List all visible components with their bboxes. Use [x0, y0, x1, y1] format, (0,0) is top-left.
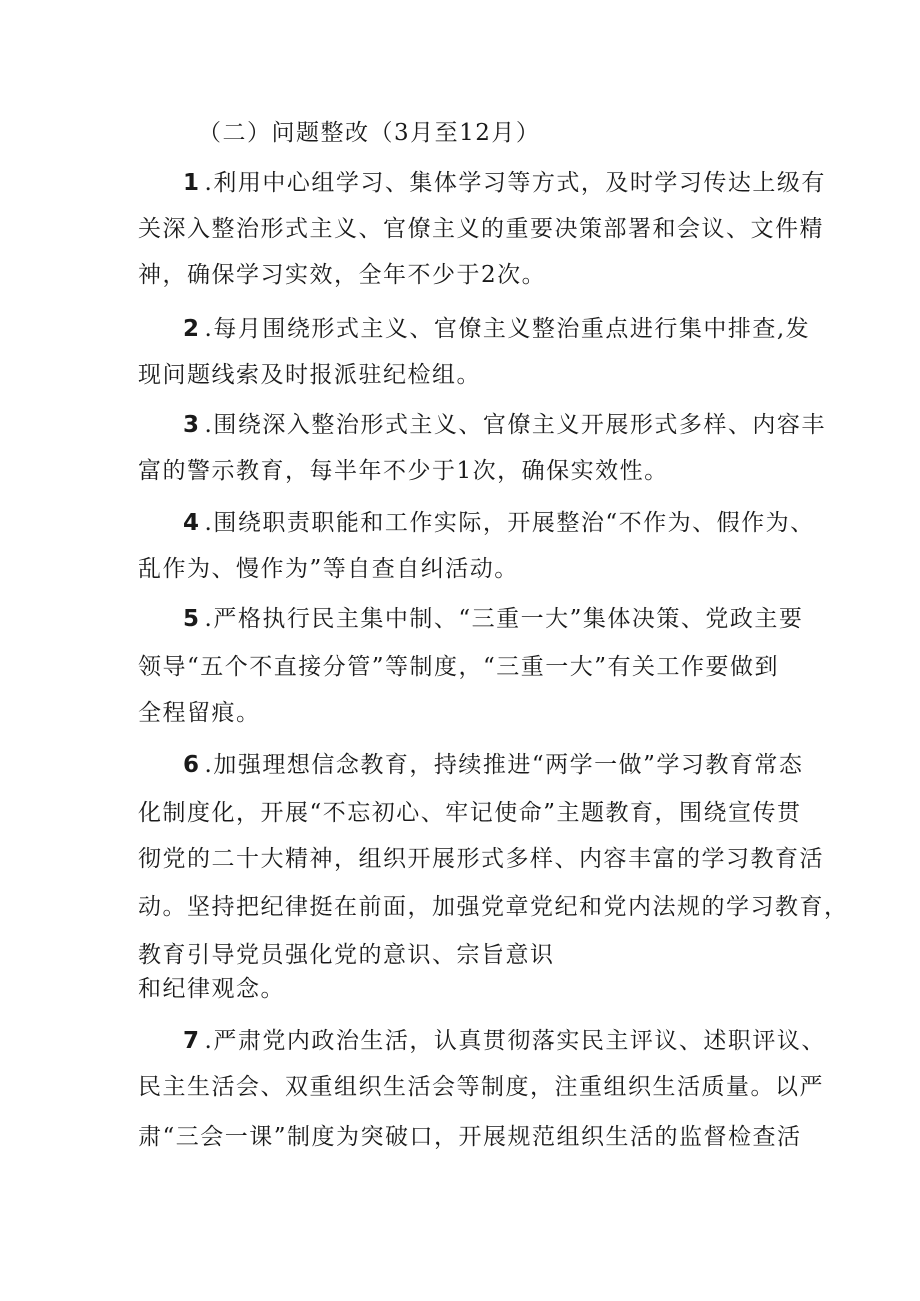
item-1-line-3: 神，确保学习实效，全年不少于2次。	[138, 262, 547, 288]
item-6-line-4: 动。坚持把纪律挺在前面，加强党章党纪和党内法规的学习教育，	[138, 894, 849, 920]
item-text: .围绕深入整治形式主义、官僚主义开展形式多样、内容丰	[204, 412, 826, 438]
item-3-line-2: 富的警示教育，每半年不少于1次，确保实效性。	[138, 458, 669, 484]
item-2-line-2: 现问题线索及时报派驻纪检组。	[138, 362, 481, 388]
item-number: 1	[183, 170, 201, 196]
item-number: 6	[183, 752, 201, 778]
item-5-line-3: 全程留痕。	[138, 700, 261, 726]
item-7-line-1	[183, 1026, 826, 1056]
item-number: 5	[183, 606, 201, 632]
item-number: 2	[183, 316, 201, 342]
item-5-line-1	[183, 604, 803, 634]
item-text: .每月围绕形式主义、官僚主义整治重点进行集中排查,发	[204, 316, 811, 342]
item-3-line-1	[183, 410, 826, 440]
item-2-line-1	[183, 314, 810, 344]
item-4-line-1	[183, 508, 815, 538]
item-1-line-2: 关深入整治形式主义、官僚主义的重要决策部署和会议、文件精	[138, 216, 824, 242]
section-heading: （二）问题整改（3月至12月）	[198, 120, 541, 146]
item-6-line-2: 化制度化，开展“不忘初心、牢记使命”主题教育，围绕宣传贯	[138, 800, 802, 826]
item-text: .严格执行民主集中制、“三重一大”集体决策、党政主要	[204, 606, 804, 632]
item-number: 3	[183, 412, 201, 438]
item-number: 4	[183, 510, 201, 536]
item-text: .围绕职责职能和工作实际，开展整治“不作为、假作为、	[204, 510, 815, 536]
item-text: .加强理想信念教育，持续推进“两学一做”学习教育常态	[204, 752, 804, 778]
item-6-line-5: 教育引导党员强化党的意识、宗旨意识	[138, 942, 555, 968]
item-text: .利用中心组学习、集体学习等方式，及时学习传达上级有	[204, 170, 826, 196]
item-5-line-2: 领导“五个不直接分管”等制度，“三重一大”有关工作要做到	[138, 654, 780, 680]
item-6-line-6: 和纪律观念。	[138, 976, 285, 1002]
item-text: .严肃党内政治生活，认真贯彻落实民主评议、述职评议、	[204, 1028, 826, 1054]
item-7-line-3: 肃“三会一课”制度为突破口，开展规范组织生活的监督检查活	[138, 1124, 802, 1150]
item-7-line-2: 民主生活会、双重组织生活会等制度，注重组织生活质量。以严	[138, 1074, 824, 1100]
item-1-line-1	[183, 168, 826, 198]
item-6-line-3: 彻党的二十大精神，组织开展形式多样、内容丰富的学习教育活	[138, 846, 824, 872]
item-number: 7	[183, 1028, 201, 1054]
item-6-line-1	[183, 750, 803, 780]
item-4-line-2: 乱作为、慢作为”等自查自纠活动。	[138, 556, 519, 582]
